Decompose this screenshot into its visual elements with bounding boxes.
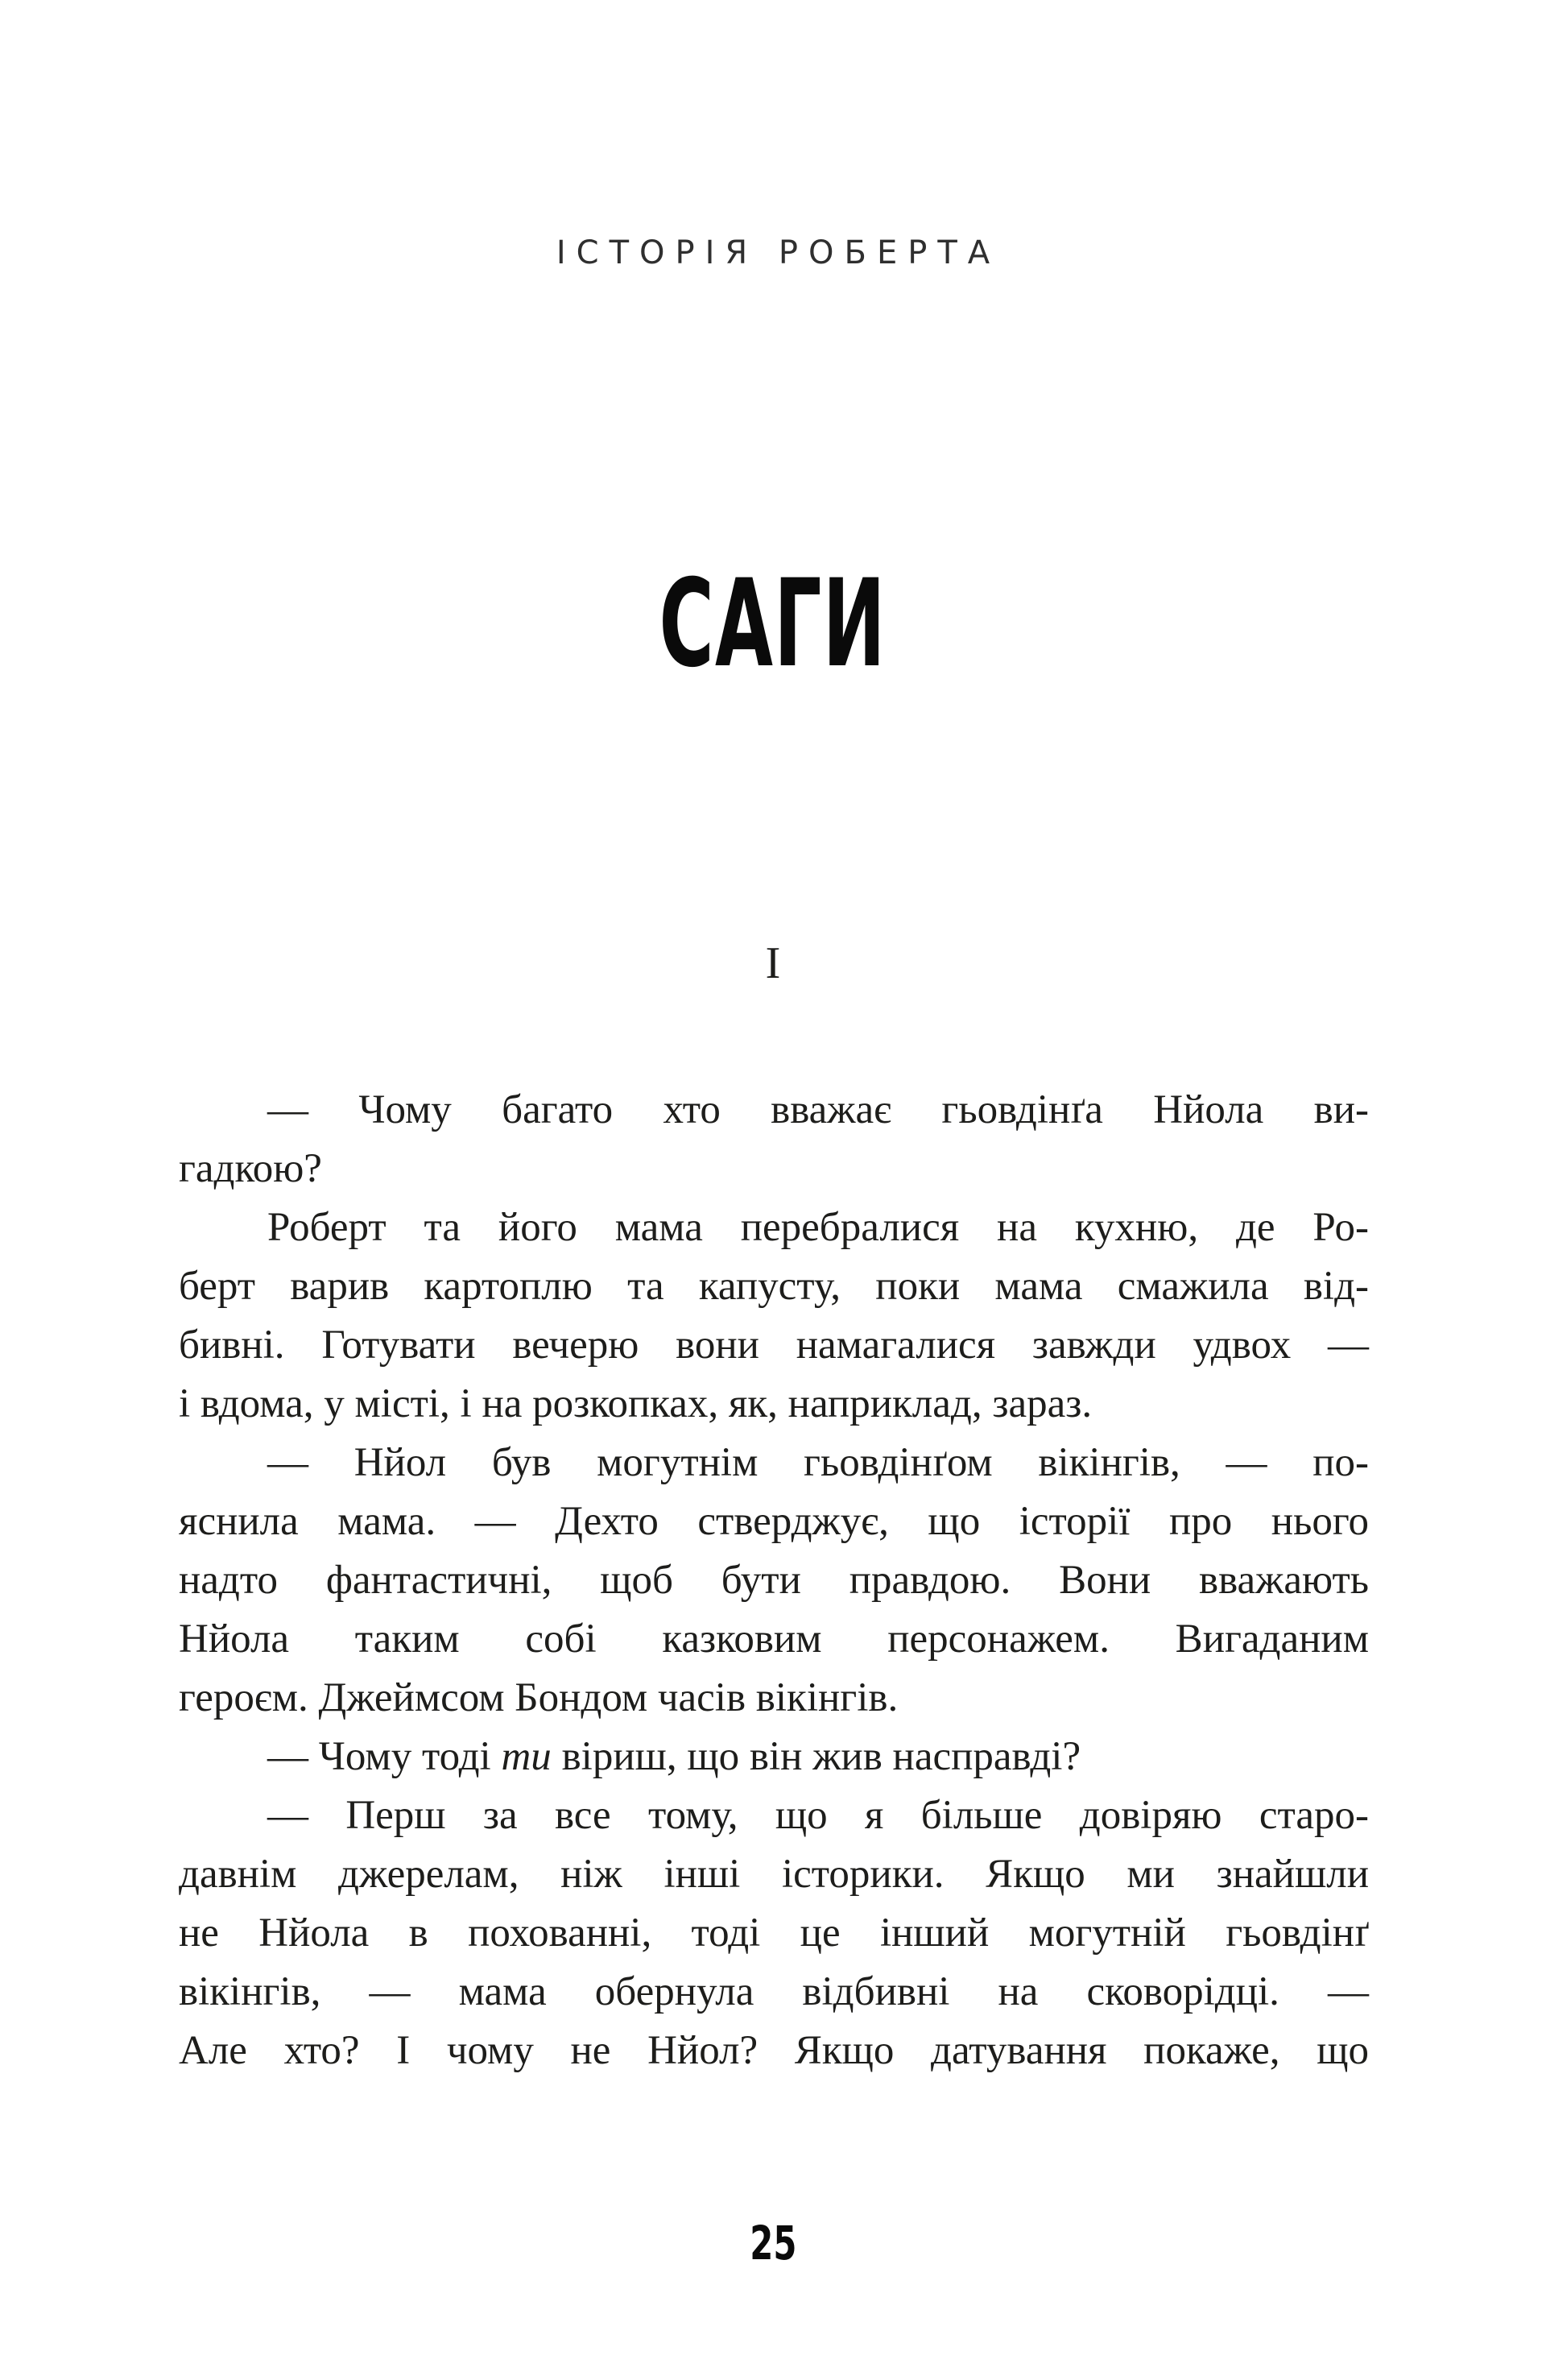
paragraph-4 xyxy=(179,1728,1369,1786)
page-number-text: 25 xyxy=(749,2216,797,2270)
text-line: Роберт та його мама перебралися на кухню, де Ро- xyxy=(267,1205,1369,1250)
text-line: надто фантастичні, щоб бути правдою. Вони вважають xyxy=(179,1558,1369,1603)
section-number: I xyxy=(765,938,781,988)
text-line: Але хто? І чому не Нйол? Якщо датування покаже, що xyxy=(179,2028,1369,2073)
paragraph-5 xyxy=(179,1786,1369,2080)
text-line xyxy=(179,1728,1369,1786)
text-line: гадкою? xyxy=(179,1146,322,1191)
chapter-title-text: САГИ xyxy=(659,554,887,694)
text-line: яснила мама. — Дехто стверджує, що історії про нього xyxy=(179,1499,1369,1544)
text-line: і вдома, у місті, і на розкопках, як, наприклад, зараз. xyxy=(179,1381,1093,1426)
text-line: не Нйола в похованні, тоді це інший могутній гьовдінґ xyxy=(179,1910,1369,1956)
text-line: героєм. Джеймсом Бондом часів вікінгів. xyxy=(179,1675,899,1720)
text-segment: — Чому тоді xyxy=(267,1734,502,1779)
text-line: вікінгів, — мама обернула відбивні на сковорідці. — xyxy=(179,1969,1369,2014)
text-segment-italic: ти xyxy=(501,1734,552,1779)
text-line: Нйола таким собі казковим персонажем. Вигаданим xyxy=(179,1616,1369,1662)
text-line: берт варив картоплю та капусту, поки мама смажила від- xyxy=(179,1264,1369,1309)
text-line: — Нйол був могутнім гьовдінґом вікінгів, — по- xyxy=(267,1440,1369,1485)
paragraph-3 xyxy=(179,1434,1369,1728)
running-header: ІСТОРІЯ РОБЕРТА xyxy=(556,234,1001,271)
text-line: давнім джерелам, ніж інші історики. Якщо ми знайшли xyxy=(179,1852,1369,1897)
paragraph-1 xyxy=(179,1081,1369,1198)
text-line: бивні. Готувати вечерю вони намагалися завжди удвох — xyxy=(179,1322,1369,1368)
text-line: — Перш за все тому, що я більше довіряю старо- xyxy=(267,1793,1369,1838)
chapter-title xyxy=(0,554,1546,694)
text-line: — Чому багато хто вважає гьовдінґа Нйола ви- xyxy=(267,1087,1369,1132)
paragraph-2 xyxy=(179,1198,1369,1434)
body-text xyxy=(179,1081,1369,2080)
text-segment: віриш, що він жив насправді? xyxy=(551,1734,1081,1779)
page-number xyxy=(0,2216,1546,2270)
